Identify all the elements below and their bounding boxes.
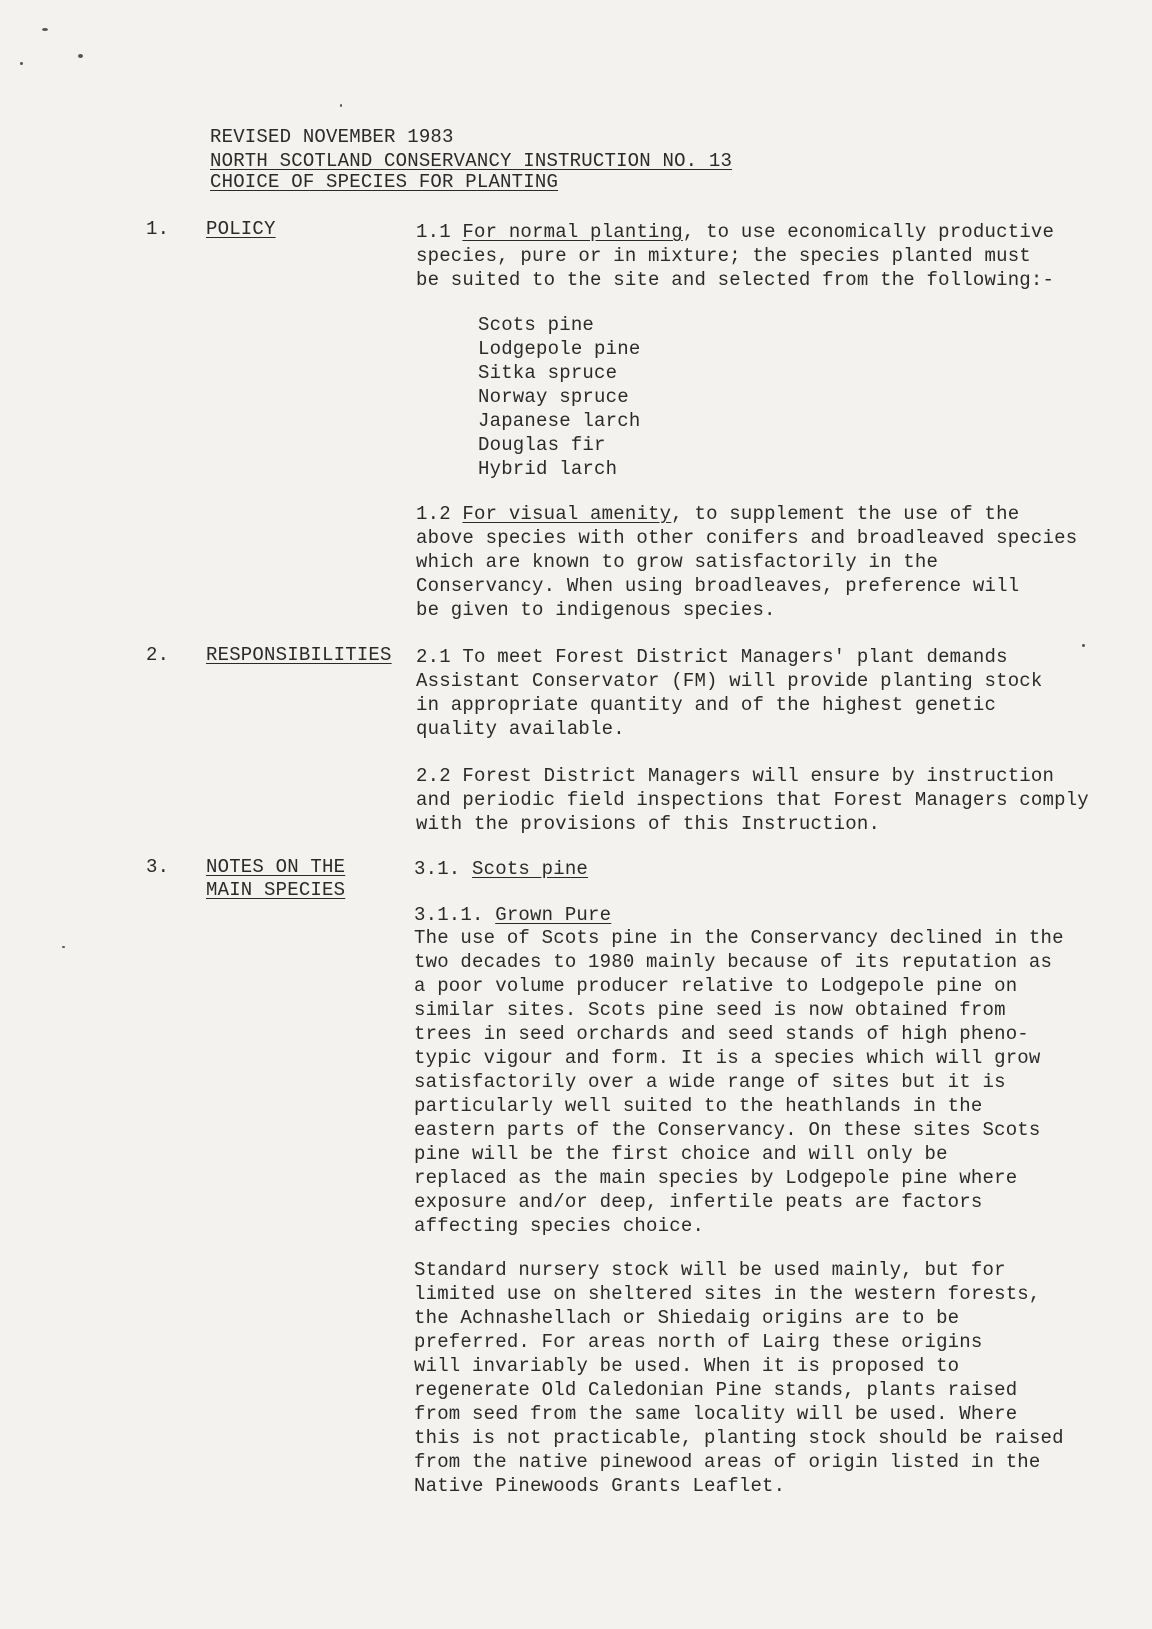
- section-3-heading-line-2: MAIN SPECIES: [206, 879, 346, 901]
- para-3-1-1b-line: Standard nursery stock will be used mainly, but for: [414, 1259, 1006, 1281]
- para-1-2-line-1: 1.2 For visual amenity, to supplement the use of the: [416, 503, 1020, 525]
- header-revised: REVISED NOVEMBER 1983: [210, 126, 454, 148]
- scan-speck: [42, 28, 48, 31]
- section-1-number: 1.: [146, 218, 170, 240]
- para-1-2-line-4: Conservancy. When using broadleaves, preference will: [416, 575, 1020, 597]
- section-2-number: 2.: [146, 644, 170, 666]
- para-2-2-line: with the provisions of this Instruction.: [416, 813, 881, 835]
- species-item: Hybrid larch: [478, 458, 618, 480]
- para-1-2-line-2: above species with other conifers and broadleaved species: [416, 527, 1078, 549]
- para-2-1-line: 2.1 To meet Forest District Managers' plant demands: [416, 646, 1008, 668]
- scan-speck: [20, 62, 23, 65]
- para-3-1-1-line: pine will be the first choice and will only be: [414, 1143, 948, 1165]
- para-1-2-line-5: be given to indigenous species.: [416, 599, 776, 621]
- scan-speck: [62, 946, 65, 948]
- para-3-1-1b-line: this is not practicable, planting stock should be raised: [414, 1427, 1064, 1449]
- para-3-1-1-line: a poor volume producer relative to Lodgepole pine on: [414, 975, 1018, 997]
- species-item: Norway spruce: [478, 386, 629, 408]
- para-2-1-line: in appropriate quantity and of the highest genetic: [416, 694, 997, 716]
- species-item: Douglas fir: [478, 434, 606, 456]
- para-3-1-1b-line: from the native pinewood areas of origin listed in the: [414, 1451, 1041, 1473]
- para-1-1-line-3: be suited to the site and selected from the following:-: [416, 269, 1055, 291]
- para-1-1-line-1: 1.1 For normal planting, to use economically productive: [416, 221, 1055, 243]
- species-item: Lodgepole pine: [478, 338, 641, 360]
- para-3-1-1b-line: will invariably be used. When it is proposed to: [414, 1355, 960, 1377]
- para-3-1-1-line: particularly well suited to the heathlands in the: [414, 1095, 983, 1117]
- header-instruction-title: NORTH SCOTLAND CONSERVANCY INSTRUCTION NO. 13: [210, 150, 733, 172]
- section-3-number: 3.: [146, 856, 170, 878]
- para-2-1-line: Assistant Conservator (FM) will provide planting stock: [416, 670, 1043, 692]
- para-3-1-1b-line: limited use on sheltered sites in the western forests,: [414, 1283, 1041, 1305]
- para-3-1-1-line: typic vigour and form. It is a species which will grow: [414, 1047, 1041, 1069]
- para-3-1-1b-line: preferred. For areas north of Lairg these origins: [414, 1331, 983, 1353]
- para-3-1-1-line: trees in seed orchards and seed stands of high pheno-: [414, 1023, 1029, 1045]
- section-3-heading-line-1: NOTES ON THE: [206, 856, 346, 878]
- subsection-3-1-1-title: 3.1.1. Grown Pure: [414, 904, 612, 926]
- species-item: Japanese larch: [478, 410, 641, 432]
- scan-speck: [340, 104, 342, 107]
- para-2-2-line: and periodic field inspections that Forest Managers comply: [416, 789, 1089, 811]
- para-3-1-1b-line: the Achnashellach or Shiedaig origins are to be: [414, 1307, 960, 1329]
- para-2-1-line: quality available.: [416, 718, 625, 740]
- species-item: Sitka spruce: [478, 362, 618, 384]
- para-3-1-1-line: exposure and/or deep, infertile peats are factors: [414, 1191, 983, 1213]
- header-subject: CHOICE OF SPECIES FOR PLANTING: [210, 171, 559, 193]
- para-3-1-1-line: replaced as the main species by Lodgepole pine where: [414, 1167, 1018, 1189]
- para-3-1-1-line: The use of Scots pine in the Conservancy declined in the: [414, 927, 1064, 949]
- para-3-1-1-line: satisfactorily over a wide range of sites but it is: [414, 1071, 1006, 1093]
- species-item: Scots pine: [478, 314, 595, 336]
- para-3-1-1-line: similar sites. Scots pine seed is now obtained from: [414, 999, 1006, 1021]
- para-3-1-1-line: eastern parts of the Conservancy. On these sites Scots: [414, 1119, 1041, 1141]
- subsection-3-1-title: 3.1. Scots pine: [414, 858, 589, 880]
- section-1-heading: POLICY: [206, 218, 276, 240]
- para-1-2-line-3: which are known to grow satisfactorily in the: [416, 551, 939, 573]
- para-3-1-1b-line: Native Pinewoods Grants Leaflet.: [414, 1475, 786, 1497]
- para-3-1-1-line: affecting species choice.: [414, 1215, 705, 1237]
- para-3-1-1-line: two decades to 1980 mainly because of its reputation as: [414, 951, 1053, 973]
- scan-speck: [78, 54, 83, 58]
- section-2-heading: RESPONSIBILITIES: [206, 644, 392, 666]
- para-2-2-line: 2.2 Forest District Managers will ensure by instruction: [416, 765, 1055, 787]
- para-1-1-line-2: species, pure or in mixture; the species planted must: [416, 245, 1031, 267]
- scan-speck: [1082, 644, 1085, 647]
- para-3-1-1b-line: regenerate Old Caledonian Pine stands, plants raised: [414, 1379, 1018, 1401]
- para-3-1-1b-line: from seed from the same locality will be used. Where: [414, 1403, 1018, 1425]
